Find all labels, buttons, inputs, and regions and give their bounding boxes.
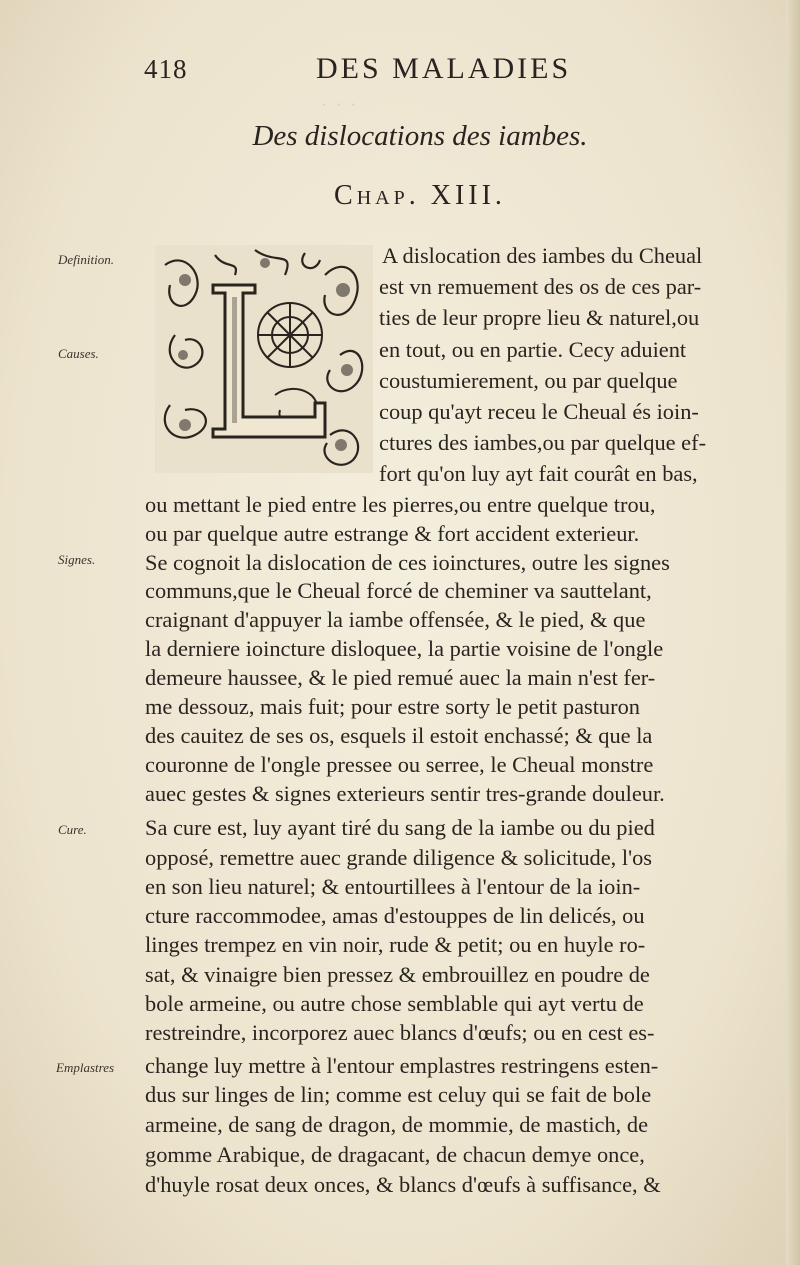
margin-note-emplastres: Emplastres [56,1060,115,1075]
text-line: cture raccommodee, amas d'estouppes de lin delicés, ou [145,903,645,928]
text-line: bole armeine, ou autre chose semblable qui ayt vertu de [145,991,644,1016]
text-line: ou mettant le pied entre les pierres,ou entre quelque trou, [145,492,656,517]
text-line: change luy mettre à l'entour emplastres restringens esten- [145,1053,659,1078]
text-line: couronne de l'ongle pressee ou serree, le Cheual monstre [145,752,654,777]
margin-note-signes: Signes. [58,552,96,567]
text-line: d'huyle rosat deux onces, & blancs d'œufs à suffisance, & [145,1172,661,1197]
text-line: coustumierement, ou par quelque [379,368,678,393]
text-line: me dessouz, mais fuit; pour estre sorty le petit pasturon [145,694,640,719]
page-number: 418 [144,54,188,84]
text-line: craignant d'appuyer la iambe offensée, & le pied, & que [145,607,646,632]
ornamental-initial [155,245,373,473]
text-line: en son lieu naturel; & entourtillees à l'entour de la ioin- [145,874,641,899]
margin-note-definition: Definition. [58,252,114,267]
text-line: Sa cure est, luy ayant tiré du sang de la iambe ou du pied [145,815,655,840]
text-line: la derniere ioincture disloquee, la partie voisine de l'ongle [145,636,664,661]
text-line: ou par quelque autre estrange & fort accident exterieur. [145,521,640,546]
chapter-title: Des dislocations des iambes. [252,120,588,152]
chapter-label: Chap. [334,180,420,211]
text-line: opposé, remettre auec grande diligence & solicitude, l'os [145,845,653,870]
text-line: sat, & vinaigre bien pressez & embrouillez en poudre de [145,962,650,987]
text-line: est vn remuement des os de ces par- [379,274,702,299]
text-line: restreindre, incorporez auec blancs d'œufs; ou en cest es- [145,1020,655,1045]
bleed-through: · · · [320,92,358,117]
text-line: fort qu'on luy ayt fait courât en bas, [379,461,698,486]
text-line: A dislocation des iambes du Cheual [382,243,703,268]
text-line: gomme Arabique, de dragacant, de chacun demye once, [145,1142,645,1167]
text-line: dus sur linges de lin; comme est celuy qui se fait de bole [145,1082,652,1107]
woodcut-initial-icon [155,245,373,473]
chapter-number: XIII. [430,180,506,211]
text-line: coup qu'ayt receu le Cheual és ioin- [379,399,699,424]
running-head: DES MALADIES [316,52,572,85]
chapter-heading [0,180,800,212]
text-line: linges trempez en vin noir, rude & petit; ou en huyle ro- [145,932,646,957]
text-line: demeure haussee, & le pied remué auec la main n'est fer- [145,665,656,690]
text-line: des cauitez de ses os, esquels il estoit enchassé; & que la [145,723,653,748]
text-line: Se cognoit la dislocation de ces ioinctures, outre les signes [145,550,670,575]
text-line: armeine, de sang de dragon, de mommie, de mastich, de [145,1112,649,1137]
margin-note-causes: Causes. [58,346,99,361]
text-line: en tout, ou en partie. Cecy aduient [379,337,687,362]
page-header [140,50,620,86]
text-line: ctures des iambes,ou par quelque ef- [379,430,707,455]
text-line: auec gestes & signes exterieurs sentir tres-grande douleur. [145,781,665,806]
text-line: ties de leur propre lieu & naturel,ou [379,305,700,330]
text-line: communs,que le Cheual forcé de cheminer va sauttelant, [145,578,652,603]
margin-note-cure: Cure. [58,822,87,837]
